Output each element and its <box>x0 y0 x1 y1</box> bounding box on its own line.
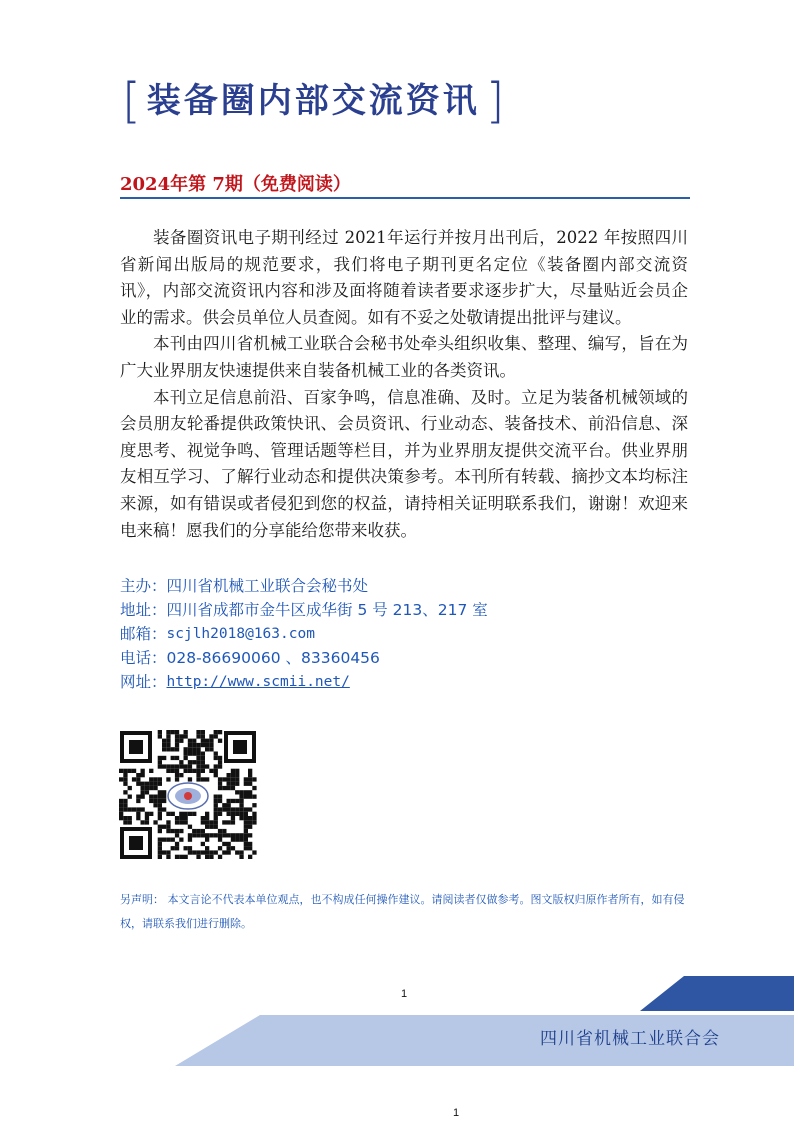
masthead-bracket-left: [ <box>122 73 141 129</box>
intro-text <box>120 225 688 544</box>
contact-label: 地址： <box>120 601 167 619</box>
page-number: 1 <box>401 988 408 1000</box>
contact-label: 主办： <box>120 577 167 595</box>
contact-label: 网址： <box>120 673 167 691</box>
disclaimer: 另声明： 本文言论不代表本单位观点，也不构成任何操作建议。请阅读者仅做参考。图文版权归原作者所有，如有侵权，请联系我们进行删除。 <box>120 893 685 930</box>
page-number-bottom: 1 <box>453 1107 460 1119</box>
qr-center-logo <box>168 783 208 809</box>
masthead <box>122 73 505 129</box>
phone-value: 028-86690060 、83360456 <box>166 649 380 667</box>
intro-paragraph: 本刊由四川省机械工业联合会秘书处牵头组织收集、整理、编写，旨在为广大业界朋友快速提供来自装备机械工业的各类资讯。 <box>120 334 688 380</box>
masthead-bracket-right: ] <box>485 73 505 129</box>
email-value: scjlh2018@163.com <box>166 626 315 642</box>
masthead-title: 装备圈内部交流资讯 <box>146 81 480 121</box>
title-divider <box>120 197 690 199</box>
intro-paragraph: 本刊立足信息前沿、百家争鸣，信息准确、及时。立足为装备机械领域的会员朋友轮番提供政策快讯、会员资讯、行业动态、装备技术、前沿信息、深度思考、视觉争鸣、管理话题等栏目，并为业界朋友提供交流平台。供业界朋友相互学习、了解行业动态和提供决策参考。本刊所有转载、摘抄文本均标注来源，如有错误或者侵犯到您的权益，请持相关证明联系我们，谢谢！欢迎来电来稿！愿我们的分享能给您带来收获。 <box>120 387 688 540</box>
contact-website <box>120 670 488 694</box>
intro-paragraph: 装备圈资讯电子期刊经过 2021年运行并按月出刊后，2022 年按照四川省新闻出版局的规范要求，我们将电子期刊更名定位《装备圈内部交流资讯》，内部交流资讯内容和涉及面将随着读者要求逐步扩大，尽量贴近会员企业的需求。供会员单位人员查阅。如有不妥之处敬请提出批评与建议。 <box>120 228 688 327</box>
contact-value: 四川省机械工业联合会秘书处 <box>166 577 369 595</box>
qr-code-icon <box>119 730 257 860</box>
contact-address <box>120 598 488 622</box>
website-link[interactable]: http://www.scmii.net/ <box>166 674 350 690</box>
footer-org-name: 四川省机械工业联合会 <box>540 1029 720 1049</box>
contact-sponsor <box>120 574 488 598</box>
contact-email <box>120 622 488 646</box>
contact-label: 电话： <box>120 649 167 667</box>
footer-band <box>0 970 794 1070</box>
contact-block <box>120 574 488 694</box>
contact-value: 四川省成都市金牛区成华街 5 号 213、217 室 <box>166 601 488 619</box>
contact-phone <box>120 646 488 670</box>
contact-label: 邮箱： <box>120 625 167 643</box>
issue-line: 2024年第 7期（免费阅读） <box>120 174 351 195</box>
